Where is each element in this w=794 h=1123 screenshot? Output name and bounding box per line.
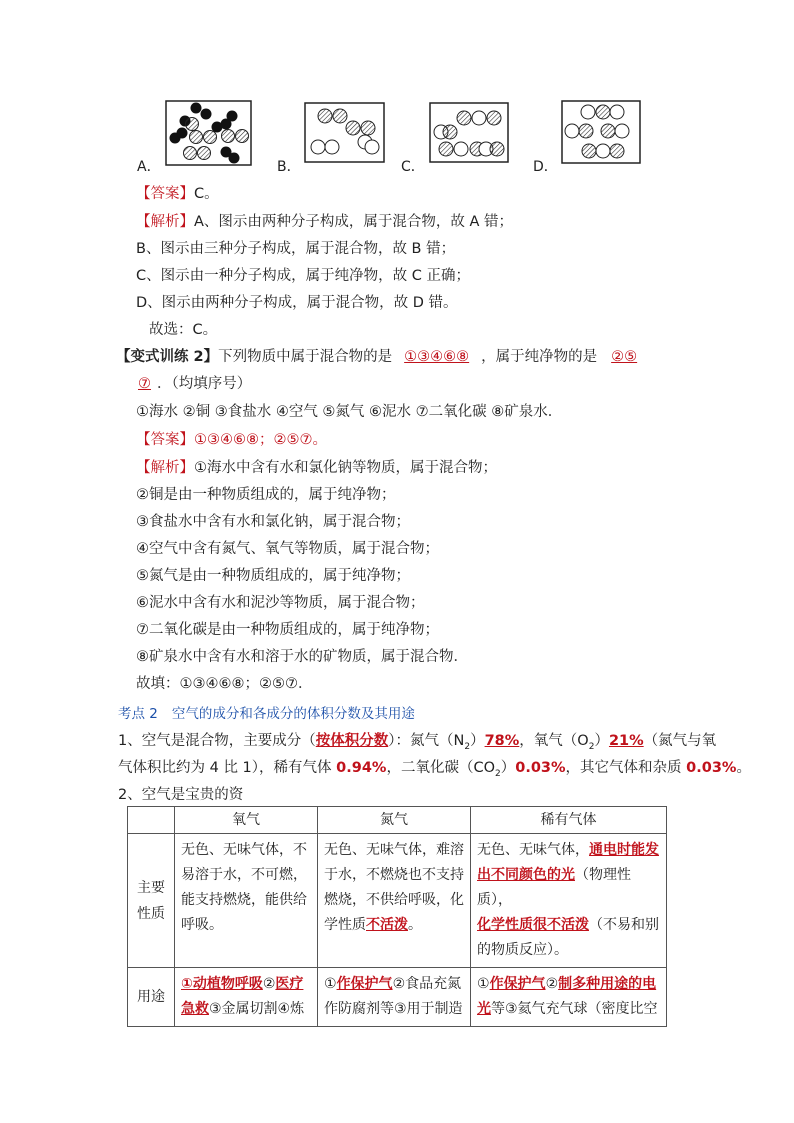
q2-stem: 【变式训练 2】下列物质中属于混合物的是 ①③④⑥⑧ ，属于纯净物的是 ②⑤ bbox=[116, 349, 638, 365]
table-corner bbox=[128, 807, 175, 834]
q1-analysis-a: 【解析】A、图示由两种分子构成，属于混合物，故 A 错； bbox=[136, 214, 514, 230]
q1-answer: 【答案】C。 bbox=[136, 186, 219, 202]
q2-analysis-4: ④空气中含有氮气、氧气等物质，属于混合物； bbox=[136, 541, 439, 557]
gas-properties-table bbox=[127, 806, 667, 1027]
oxygen-properties: 无色、无味气体，不 易溶于水，不可燃， 能支持燃烧，能供给 呼吸。 bbox=[175, 834, 318, 968]
header-oxygen: 氧气 bbox=[175, 807, 318, 834]
q2-analysis-6: ⑥泥水中含有水和泥沙等物质，属于混合物； bbox=[136, 595, 425, 611]
air-composition-line2: 气体积比约为 4 比 1），稀有气体 0.94%，二氧化碳$(CO_2)0.03\%$，其它气体和杂质 0.03%。 bbox=[118, 760, 751, 779]
option-a-diagram bbox=[166, 101, 251, 165]
molecule-diagrams bbox=[0, 0, 794, 175]
rare-gas-properties: 无色、无味气体，通电时能发 出不同颜色的光（物理性质）， 化学性质很不活泼（不易和别 的物质反应）。 bbox=[471, 834, 667, 968]
header-rare-gas: 稀有气体 bbox=[471, 807, 667, 834]
option-d-label: D． bbox=[533, 159, 558, 175]
q2-analysis-5: ⑤氮气是由一种物质组成的，属于纯净物； bbox=[136, 568, 410, 584]
header-nitrogen: 氮气 bbox=[318, 807, 471, 834]
q2-analysis-7: ⑦二氧化碳是由一种物质组成的，属于纯净物； bbox=[136, 622, 439, 638]
q1-choose: 故选：C。 bbox=[149, 322, 218, 338]
q2-stem-cont: ⑦ ．（均填序号） bbox=[138, 376, 252, 392]
q1-analysis-c: C、图示由一种分子构成，属于纯净物，故 C 正确； bbox=[136, 268, 470, 284]
table-header-row bbox=[128, 807, 667, 834]
q2-items: ①海水 ②铜 ③食盐水 ④空气 ⑤氮气 ⑥泥水 ⑦二氧化碳 ⑧矿泉水． bbox=[136, 404, 563, 420]
air-composition-line1: 1、空气是混合物，主要成分（按体积分数）：氮气$(N_2)78\%$，氧气$(O_2)21\%$（氮气与氧 bbox=[118, 733, 717, 752]
q1-analysis-b: B、图示由三种分子构成，属于混合物，故 B 错； bbox=[136, 241, 456, 257]
row-label-properties: 主要 性质 bbox=[128, 834, 175, 968]
option-d-diagram bbox=[562, 101, 640, 163]
option-c-label: C． bbox=[401, 159, 425, 175]
q2-analysis-2: ②铜是由一种物质组成的，属于纯净物； bbox=[136, 487, 396, 503]
option-b-label: B． bbox=[277, 159, 301, 175]
row-label-uses: 用途 bbox=[128, 968, 175, 1027]
rare-gas-uses: ①作保护气②制多种用途的电 光等③氦气充气球（密度比空 bbox=[471, 968, 667, 1027]
air-resource-line: 2、空气是宝贵的资 bbox=[118, 787, 244, 803]
oxygen-uses: ①动植物呼吸②医疗 急救③金属切割④炼 bbox=[175, 968, 318, 1027]
q2-answer: 【答案】①③④⑥⑧；②⑤⑦。 bbox=[136, 432, 327, 448]
nitrogen-uses: ①作保护气②食品充氮 作防腐剂等③用于制造 bbox=[318, 968, 471, 1027]
q2-analysis-1: 【解析】①海水中含有水和氯化钠等物质，属于混合物； bbox=[136, 460, 497, 476]
section-heading: 考点 2 空气的成分和各成分的体积分数及其用途 bbox=[118, 706, 415, 722]
q2-analysis-8: ⑧矿泉水中含有水和溶于水的矿物质，属于混合物． bbox=[136, 649, 468, 665]
option-c-diagram bbox=[430, 103, 508, 162]
nitrogen-properties: 无色、无味气体，难溶 于水，不燃烧也不支持 燃烧，不供给呼吸，化 学性质不活泼。 bbox=[318, 834, 471, 968]
option-a-label: A． bbox=[137, 159, 161, 175]
table-row-properties bbox=[128, 834, 667, 968]
option-b-diagram bbox=[305, 103, 384, 162]
q2-analysis-3: ③食盐水中含有水和氯化钠，属于混合物； bbox=[136, 514, 410, 530]
q1-analysis-d: D、图示由两种分子构成，属于混合物，故 D 错。 bbox=[136, 295, 458, 311]
q2-final: 故填：①③④⑥⑧；②⑤⑦． bbox=[136, 676, 313, 692]
table-row-uses bbox=[128, 968, 667, 1027]
